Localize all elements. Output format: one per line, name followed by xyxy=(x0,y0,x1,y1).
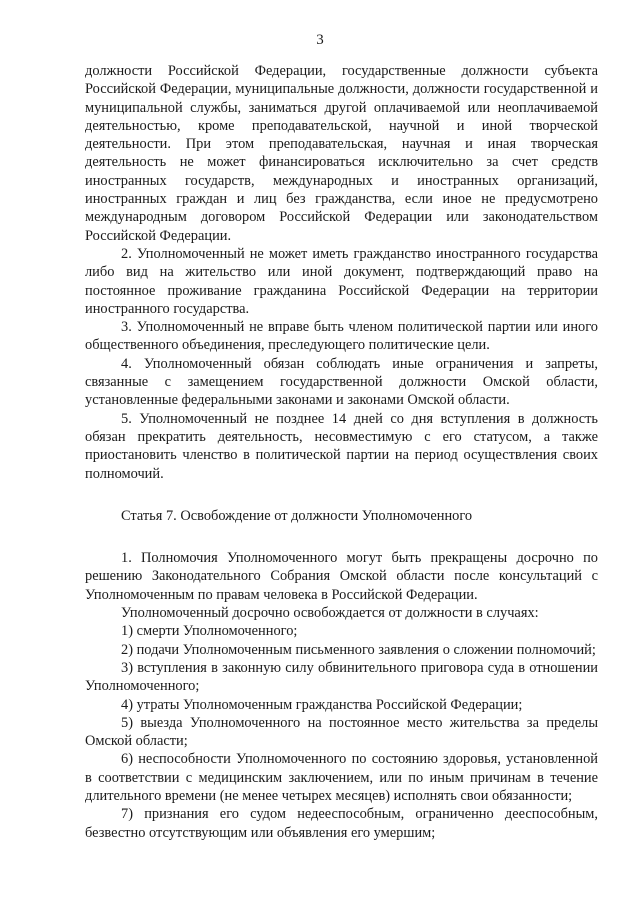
list-item-1: 1) смерти Уполномоченного; xyxy=(121,623,298,640)
article-heading: Статья 7. Освобождение от должности Уполномоченного xyxy=(121,507,473,524)
list-item-5: 5) выезда Уполномоченного на постоянное место жительства за пределы Омской области; xyxy=(85,714,598,750)
list-item-7: 7) признания его судом недееспособным, ограниченно дееспособным, безвестно отсутствующим или объявления его умершим; xyxy=(85,806,598,841)
list-item-4: 4) утраты Уполномоченным гражданства Российской Федерации; xyxy=(121,696,523,713)
list-item-3: 3) вступления в законную силу обвинительного приговора суда в отношении Уполномоченного; xyxy=(85,659,598,695)
list-item-2: 2) подачи Уполномоченным письменного заявления о сложении полномочий; xyxy=(121,641,596,658)
paragraph-item-5: 5. Уполномоченный не позднее 14 дней со дня вступления в должность обязан прекратить деятельность, несовместимую с его статусом, а также приостановить членство в политической партии на период осуществления своих полномочий. xyxy=(85,410,598,482)
paragraph-item-2: 2. Уполномоченный не может иметь гражданство иностранного государства либо вид на жительство или иной документ, подтверждающий право на постоянное проживание гражданина Российской Федерации на территории иностранного государства. xyxy=(85,245,598,317)
document-body xyxy=(85,62,598,842)
article-paragraph-intro: Уполномоченный досрочно освобождается от должности в случаях: xyxy=(121,605,539,622)
paragraph-item-3: 3. Уполномоченный не вправе быть членом политической партии или иного общественного объединения, преследующего политические цели. xyxy=(85,319,598,354)
page-number: 3 xyxy=(316,32,324,48)
paragraph-item-4: 4. Уполномоченный обязан соблюдать иные ограничения и запреты, связанные с замещением государственной должности Омской области, установленные федеральными законами и законами Омской области. xyxy=(85,355,598,409)
list-item-6: 6) неспособности Уполномоченного по состоянию здоровья, установленной в соответствии с медицинским заключением, или по иным причинам в течение длительного времени (не менее четырех месяцев) исполнять свои обязанности; xyxy=(85,751,598,804)
article-paragraph-1: 1. Полномочия Уполномоченного могут быть прекращены досрочно по решению Законодательного Собрания Омской области после консультаций с Уполномоченным по правам человека в Российской Федерации. xyxy=(85,550,598,603)
paragraph-continuation: должности Российской Федерации, государственные должности субъекта Российской Федерации, муниципальные должности, должности государственной и муниципальной службы, заниматься другой оплачиваемой или неоплачиваемой деятельностью, кроме преподавательской, научной и иной творческой деятельности. При этом преподавательская, научная и иная творческая деятельность не может финансироваться исключительно за счет средств иностранных государств, международных и иностранных организаций, иностранных граждан и лиц без гражданства, если иное не предусмотрено международным договором Российской Федерации или законодательством Российской Федерации. xyxy=(85,63,598,244)
